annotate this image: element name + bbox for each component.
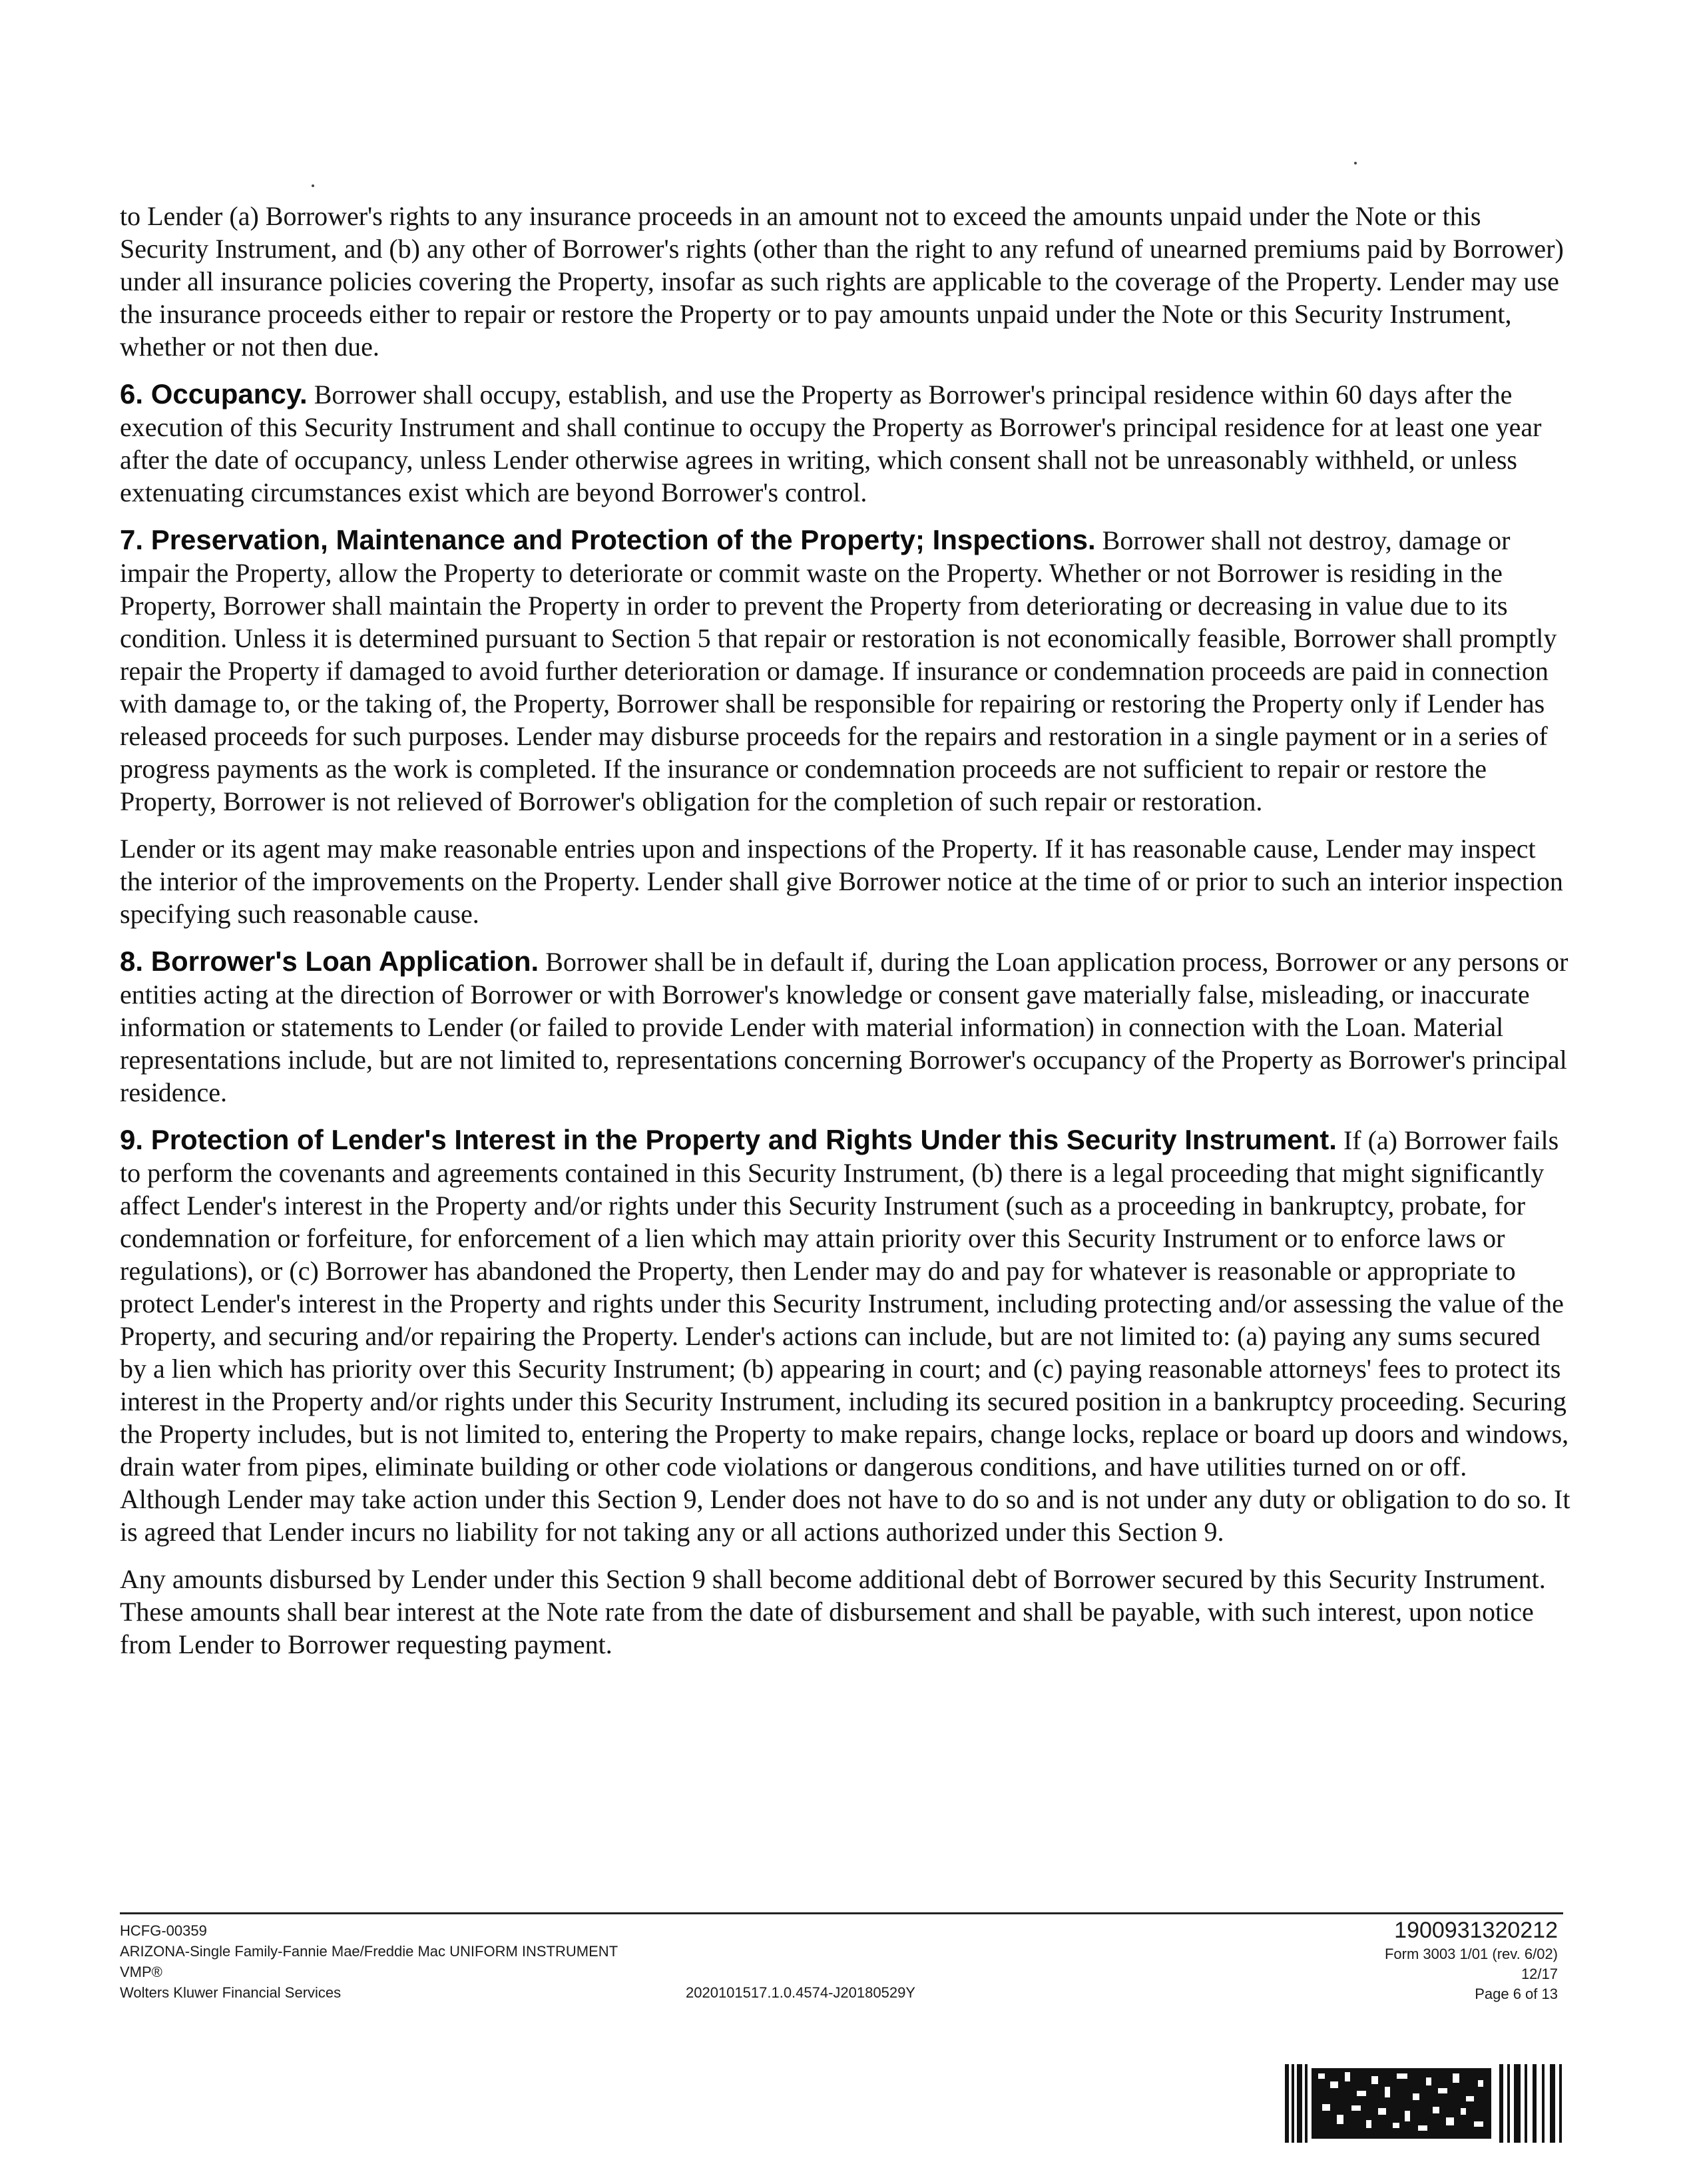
document-body bbox=[120, 200, 1571, 1675]
section-9-text: If (a) Borrower fails to perform the covenants and agreements contained in this Security Instrument, (b) there is a legal proceeding that might significantly affect Lender's interest in the Property and/or rights under this Security Instrument (such as a proceeding in bankruptcy, probate, for condemnation or forfeiture, for enforcement of a lien which may attain priority over this Security Instrument or to enforce laws or regulations), or (c) Borrower has abandoned the Property, then Lender may do and pay for whatever is reasonable or appropriate to protect Lender's interest in the Property and rights under this Security Instrument, including protecting and/or assessing the value of the Property, and securing and/or repairing the Property. Lender's actions can include, but are not limited to: (a) paying any sums secured by a lien which has priority over this Security Instrument; (b) appearing in court; and (c) paying reasonable attorneys' fees to protect its interest in the Property and/or rights under this Security Instrument, including its secured position in a bankruptcy proceeding. Securing the Property includes, but is not limited to, entering the Property to make repairs, change locks, replace or board up doors and windows, drain water from pipes, eliminate building or other code violations or dangerous conditions, and have utilities turned on or off. Although Lender may take action under this Section 9, Lender does not have to do so and is not under any duty or obligation to do so. It is agreed that Lender incurs no liability for not taking any or all actions authorized under this Section 9. bbox=[120, 1125, 1570, 1547]
barcode-icon bbox=[1285, 2064, 1564, 2143]
section-6-text: Borrower shall occupy, establish, and use the Property as Borrower's principal residence within 60 days after the execution of this Security Instrument and shall continue to occupy the Property as Borrower's principal residence for at least one year after the date of occupancy, unless Lender otherwise agrees in writing, which consent shall not be unreasonably withheld, or unless extenuating circumstances exist which are beyond Borrower's control. bbox=[120, 380, 1542, 507]
scan-speck-left bbox=[312, 184, 314, 187]
section-7-inspection-paragraph: Lender or its agent may make reasonable entries upon and inspections of the Property. If it has reasonable cause, Lender may inspect the interior of the improvements on the Property. Lender shall give Borrower notice at the time of or prior to such an interior inspection specifying such reasonable cause. bbox=[120, 834, 1563, 929]
footer-divider bbox=[120, 1912, 1563, 1914]
scan-speck-right bbox=[1354, 162, 1357, 164]
footer-form-code: HCFG-00359 bbox=[120, 1922, 207, 1939]
footer-right-block bbox=[1385, 1916, 1558, 2004]
footer-vmp: VMP® bbox=[120, 1964, 162, 1980]
footer-revision: 12/17 bbox=[1521, 1966, 1558, 1982]
footer-doc-id: 2020101517.1.0.4574-J20180529Y bbox=[686, 1984, 915, 2001]
footer-loan-number: 1900931320212 bbox=[1394, 1918, 1558, 1943]
section-9-disbursement-paragraph: Any amounts disbursed by Lender under this Section 9 shall become additional debt of Borrower secured by this Security Instrument. These amounts shall bear interest at the Note rate from the date of disbursement and shall be payable, with such interest, upon notice from Lender to Borrower requesting payment. bbox=[120, 1564, 1546, 1659]
section-9-heading: 9. Protection of Lender's Interest in the Property and Rights Under this Security Instrument. bbox=[120, 1124, 1337, 1155]
footer-page-indicator: Page 6 of 13 bbox=[1475, 1986, 1558, 2002]
section-9-paragraph bbox=[120, 1123, 1571, 1548]
section-8-heading: 8. Borrower's Loan Application. bbox=[120, 946, 539, 977]
section-7-paragraph bbox=[120, 523, 1571, 818]
footer-instrument-title: ARIZONA-Single Family-Fannie Mae/Freddie Mac UNIFORM INSTRUMENT bbox=[120, 1943, 618, 1960]
section-6-paragraph bbox=[120, 378, 1571, 509]
continuation-paragraph: to Lender (a) Borrower's rights to any insurance proceeds in an amount not to exceed the amounts unpaid under the Note or this Security Instrument, and (b) any other of Borrower's rights (other than the right to any refund of unearned premiums paid by Borrower) under all insurance policies covering the Property, insofar as such rights are applicable to the coverage of the Property. Lender may use the insurance proceeds either to repair or restore the Property or to pay amounts unpaid under the Note or this Security Instrument, whether or not then due. bbox=[120, 201, 1564, 362]
section-7-heading: 7. Preservation, Maintenance and Protection of the Property; Inspections. bbox=[120, 524, 1096, 555]
footer-form-number: Form 3003 1/01 (rev. 6/02) bbox=[1384, 1946, 1558, 1962]
section-8-paragraph bbox=[120, 945, 1571, 1109]
section-7-text: Borrower shall not destroy, damage or impair the Property, allow the Property to deteriorate or commit waste on the Property. Whether or not Borrower is residing in the Property, Borrower shall maintain the Property in order to prevent the Property from deteriorating or decreasing in value due to its condition. Unless it is determined pursuant to Section 5 that repair or restoration is not economically feasible, Borrower shall promptly repair the Property if damaged to avoid further deterioration or damage. If insurance or condemnation proceeds are paid in connection with damage to, or the taking of, the Property, Borrower shall be responsible for repairing or restoring the Property only if Lender has released proceeds for such purposes. Lender may disburse proceeds for the repairs and restoration in a single payment or in a series of progress payments as the work is completed. If the insurance or condemnation proceeds are not sufficient to repair or restore the Property, Borrower is not relieved of Borrower's obligation for the completion of such repair or restoration. bbox=[120, 525, 1557, 816]
footer-publisher: Wolters Kluwer Financial Services bbox=[120, 1984, 342, 2001]
section-8-text: Borrower shall be in default if, during the Loan application process, Borrower or any persons or entities acting at the direction of Borrower or with Borrower's knowledge or consent gave materially false, misleading, or inaccurate information or statements to Lender (or failed to provide Lender with material information) in connection with the Loan. Material representations include, but are not limited to, representations concerning Borrower's occupancy of the Property as Borrower's principal residence. bbox=[120, 947, 1568, 1107]
section-6-heading: 6. Occupancy. bbox=[120, 378, 308, 410]
